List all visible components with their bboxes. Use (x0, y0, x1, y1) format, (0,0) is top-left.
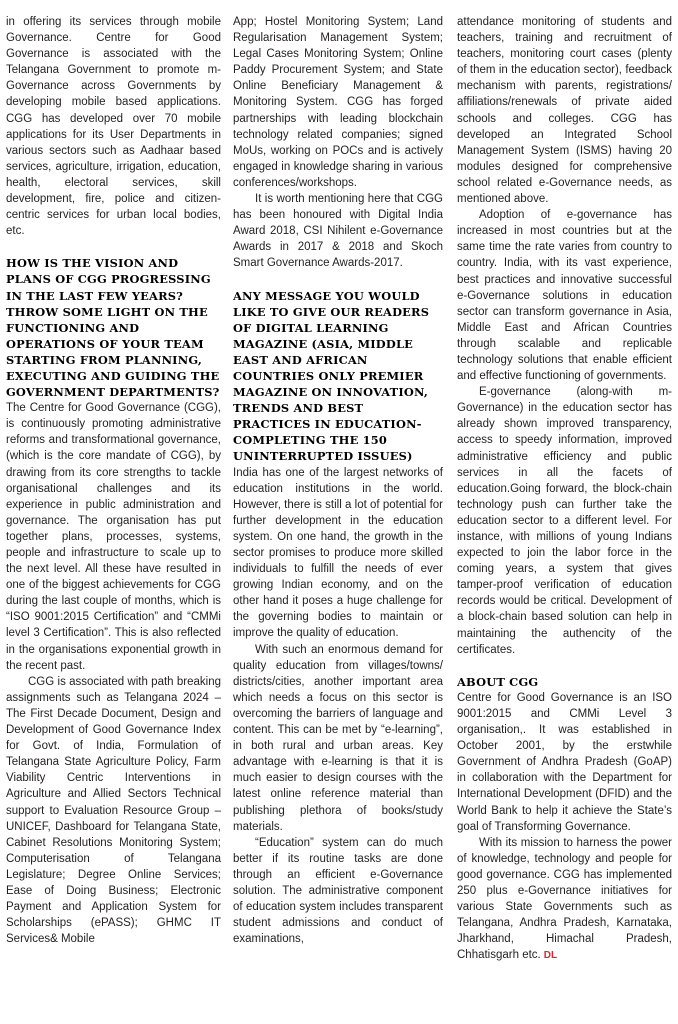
body-paragraph: in offering its services through mobile Governance. Centre for Good Governance is associated with the Telangana Government to promote m-Governance across Governments by developing mobile based applications. CGG has developed over 70 mobile applications for its User Departments in various sectors such as Aadhaar based services, agriculture, irrigation, education, health, electoral services, skill development, fire, police and citizen-centric services for urban local bodies, etc. (6, 16, 221, 238)
section-heading-vision: HOW IS THE VISION AND PLANS OF CGG PROGRESSING IN THE LAST FEW YEARS? THROW SOME LIGHT ON THE FUNCTIONING AND OPERATIONS OF YOUR TEAM STARTING FROM PLANNING, EXECUTING AND GUIDING THE GOVERNMENT DEPARTMENTS? (6, 256, 220, 400)
body-paragraph: CGG is associated with path breaking assignments such as Telangana 2024 – The First Decade Document, Design and Development of Good Governance Index for Govt. of India, Formulation of Telangana State Agriculture Policy, Farm Viability Centric Interventions in Agriculture and Allied Sectors Technical support to Evaluation Resource Group – UNICEF, Dashboard for Telangana State, Cabinet Resolutions Monitoring System; Computerisation of Telangana Legislature; Degree Online Services; Ease of Doing Business; Electronic Payment and Application System for Scholarships (ePASS); GHMC IT Services& Mobile (6, 675, 221, 946)
body-paragraph: It is worth mentioning here that CGG has been honoured with Digital India Award 2018, CSI Nihilent e-Governance Awards in 2017 & 2018 and Skoch Smart Governance Awards-2017. (233, 193, 443, 270)
body-paragraph: App; Hostel Monitoring System; Land Regularisation Management System; Legal Cases Monitoring System; Online Paddy Procurement System; and State Online Beneficiary Management & Monitoring System. CGG has forged partnerships with leading blockchain technology related companies; signed MoUs, working on POCs and is actively engaged in knowledge sharing in various conferences/workshops. (233, 16, 443, 189)
body-paragraph: The Centre for Good Governance (CGG), is continuously promoting administrative reforms and transformational governance, (which is the core mandate of CGG), by drawing from its core strengths to tackle organisational challenges and its experience in public administration and governance. The organisation has put together plans, processes, systems, people and infrastructure to scale up to the next level. All these have resulted in one of the biggest achievements for CGG during the last couple of months, which is “ISO 9001:2015 Certification” and “CMMi level 3 Certification”. This is also reflected in the organisations exponential growth in the recent past. (6, 402, 221, 672)
body-text: With its mission to harness the power of knowledge, technology and people for good governance. CGG has implemented 250 plus e-Governance initiatives for various State Governments such as Telangana, Andhra Pradesh, Karnataka, Jharkhand, Himachal Pradesh, Chhatisgarh etc. (457, 836, 672, 962)
column-2 (233, 14, 443, 1024)
body-paragraph: With such an enormous demand for quality education from villages/towns/ districts/cities, another important area which needs a focus on this sector is overcoming the barriers of language and content. This can be met by “e-learning”, in both rural and urban areas. Key advantage with e-learning is that it is much easier to design courses with the latest online reference material than publishing plethora of books/study materials. (233, 643, 443, 833)
column-1 (6, 14, 221, 1024)
body-paragraph: “Education” system can do much better if its routine tasks are done through an efficient e-Governance solution. The administrative component of education system includes transparent student admissions and conduct of examinations, (233, 836, 443, 946)
body-paragraph: attendance monitoring of students and teachers, training and recruitment of teachers, monitoring court cases (plenty of them in the education sector), feedback mechanism with parents, registrations/ affiliations/renewals of private aided schools and colleges. CGG has developed an Integrated School Management System (ISMS) having 20 modules designed for comprehensive school related e-Governance needs, as mentioned above. (457, 16, 672, 206)
body-paragraph: E-governance (along-with m-Governance) in the education sector has already shown improved transparency, access to speedy information, improved administrative efficiency and public services in all the facets of education.Going forward, the block-chain technology push can further take the education sector to a different level. For instance, with millions of young Indians expected to join the labor force in the coming years, a system that gives tamper-proof verification of education records would be critical. Development of a block-chain based solution can help in maintaining the authencity of the certificates. (457, 386, 672, 656)
body-paragraph: India has one of the largest networks of education institutions in the world. However, there is still a lot of potential for further development in the education system. On one hand, the growth in the sector promises to produce more skilled individuals to fulfill the needs of ever growing Indian economy, and on the other hand it poses a huge challenge for the governing bodies to maintain or improve the quality of education. (233, 466, 443, 640)
column-3 (457, 14, 672, 1024)
body-paragraph: Centre for Good Governance is an ISO 9001:2015 and CMMi Level 3 organisation,. It was established in October 2001, by the erstwhile Government of Andhra Pradesh (GoAP) in collaboration with the Department for International Development (DFID) and the World Bank to help it achieve the State’s goal of Transforming Governance. (457, 691, 672, 833)
body-paragraph: Adoption of e-governance has increased in most countries but at the same time the rate varies from country to country. India, with its vast experience, best practices and innovative successful e-Governance solutions in education sector can transform governance in Asia, Middle East and African Countries through scalable and replicable technology solutions that enable efficient and effective functioning of governments. (457, 209, 672, 383)
end-mark-logo: DL (543, 950, 558, 962)
section-heading-about: ABOUT CGG (457, 674, 539, 689)
body-paragraph-last (457, 835, 672, 965)
section-heading-message: ANY MESSAGE YOU WOULD LIKE TO GIVE OUR READERS OF DIGITAL LEARNING MAGAZINE (ASIA, MIDDLE EAST AND AFRICAN COUNTRIES ONLY PREMIER MAGAZINE ON INNOVATION, TRENDS AND BEST PRACTICES IN EDUCATION-COMPLETING THE 150 UNINTERRUPTED ISSUES) (233, 288, 430, 464)
